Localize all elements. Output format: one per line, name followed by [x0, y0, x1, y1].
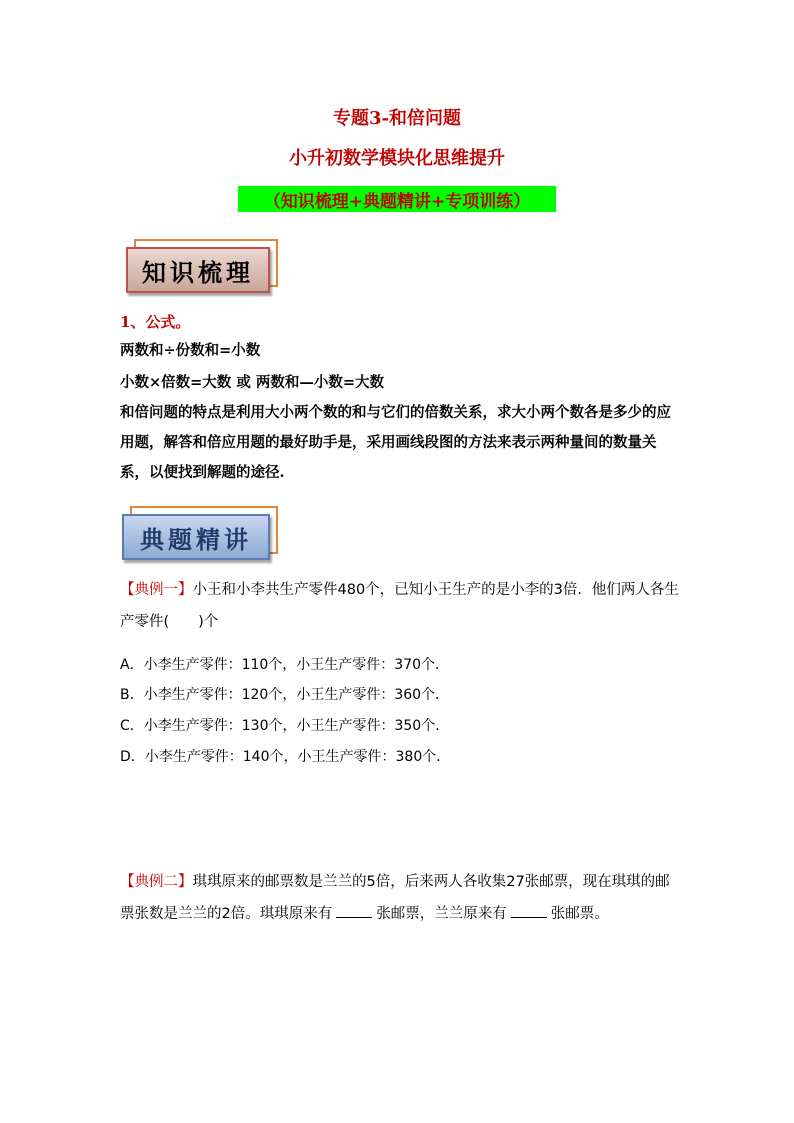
example-1-tag: 【典例一】	[120, 582, 193, 598]
formula-description: 和倍问题的特点是利用大小两个数的和与它们的倍数关系，求大小两个数各是多少的应用题，解答和倍应用题的最好助手是，采用画线段图的方法来表示两种量间的数量关系，以便找到解题的途径.	[120, 404, 671, 481]
option-c: C．小李生产零件：130个，小王生产零件：350个．	[120, 718, 450, 734]
formula-heading: 1、公式。	[120, 313, 191, 331]
option-b: B．小李生产零件：120个，小王生产零件：360个．	[120, 687, 450, 703]
answer-blank-2[interactable]	[511, 903, 547, 918]
doc-subtitle: 小升初数学模块化思维提升	[289, 148, 505, 169]
formula-line-1: 两数和÷份数和=小数	[120, 342, 261, 359]
answer-blank-1[interactable]	[336, 903, 372, 918]
doc-tagline: （知识梳理+典题精讲+专项训练）	[238, 186, 556, 212]
doc-title: 专题3-和倍问题	[333, 108, 461, 129]
example-1	[120, 574, 680, 638]
banner-label: 典题精讲	[122, 514, 270, 560]
example-2-text-a: 琪琪原来的邮票数是兰兰的5倍，后来两人各收集27张邮票，现在琪琪的邮票张数是兰兰的2倍。琪琪原来有	[120, 874, 670, 922]
option-a: A．小李生产零件：110个，小王生产零件：370个．	[120, 657, 450, 673]
example-2-text-b: 张邮票，兰兰原来有	[376, 906, 507, 922]
section-banner-examples	[122, 514, 278, 564]
formula-line-2: 小数×倍数=大数 或 两数和—小数=大数	[120, 374, 385, 391]
example-2-text-c: 张邮票。	[550, 906, 609, 922]
example-1-text: 小王和小李共生产零件480个，已知小王生产的是小李的3倍．他们两人各生产零件( )个	[120, 582, 679, 630]
section-banner-knowledge	[126, 247, 278, 297]
option-d: D．小李生产零件：140个，小王生产零件：380个．	[120, 749, 451, 765]
example-2-tag: 【典例二】	[120, 874, 193, 890]
banner-label: 知识梳理	[126, 247, 270, 293]
example-2	[120, 866, 680, 930]
